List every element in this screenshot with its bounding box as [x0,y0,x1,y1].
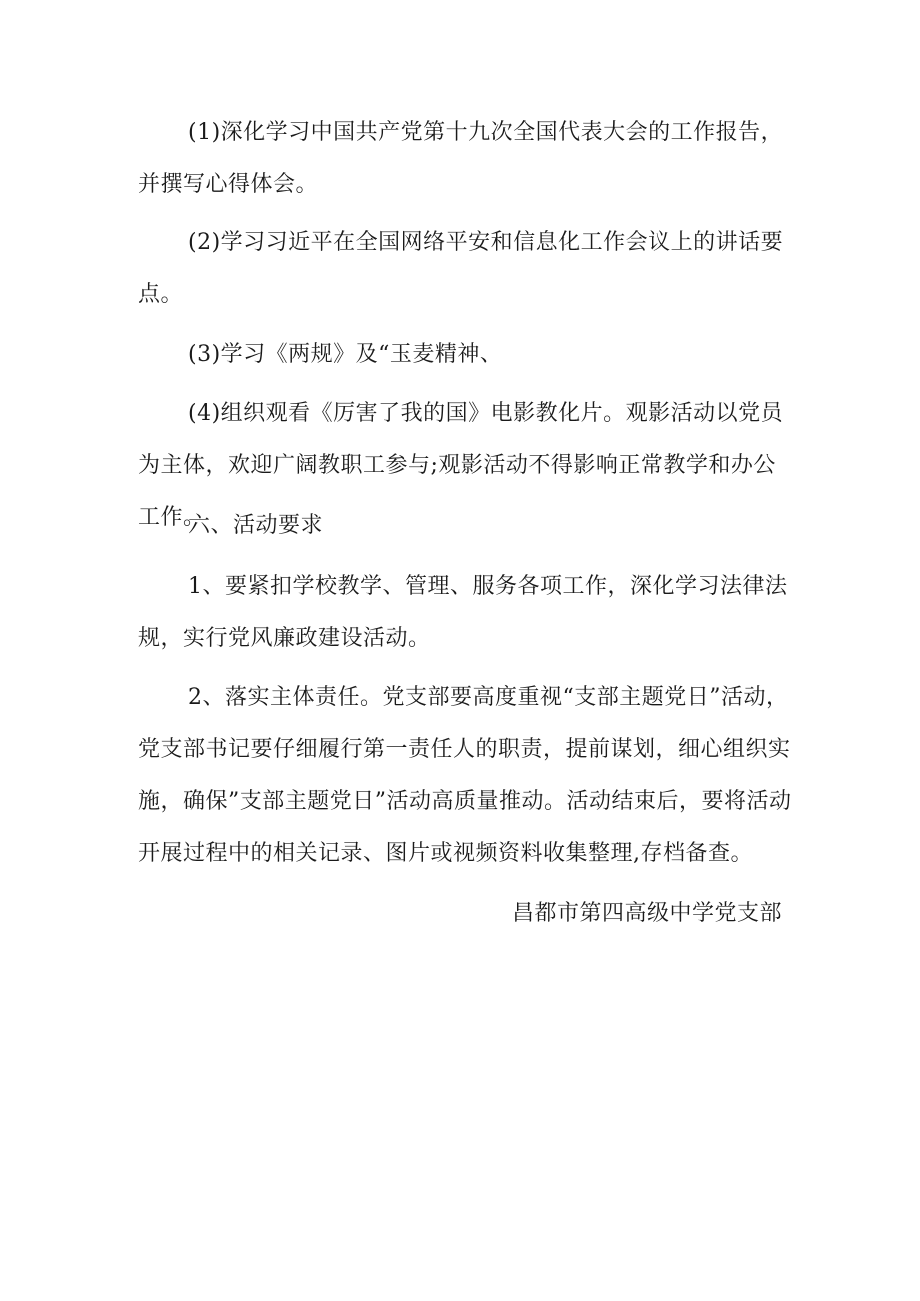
paragraph-item-1: (1)深化学习中国共产党第十九次全国代表大会的工作报告，并撰写心得体会。 [138,120,784,197]
paragraph-item-3: (3)学习《两规》及“玉麦精神、 [188,342,503,367]
requirement-item-1: 1、要紧扣学校教学、管理、服务各项工作，深化学习法律法规，实行党风廉政建设活动。 [138,574,788,651]
paragraph-item-4: (4)组织观看《厉害了我的国》电影教化片。观影活动以党员为主体，欢迎广阔教职工参与;观影活动不得影响正常教学和办公工作。 [138,401,784,530]
requirement-item-2: 2、落实主体责任。党支部要高度重视“支部主题党日”活动，党支部书记要仔细履行第一责任人的职责，提前谋划，细心组织实施，确保”支部主题党日”活动高质量推动。活动结束后，要将活动开展过程中的相关记录、图片或视频资料收集整理,存档备查。 [138,685,792,866]
section-heading-requirements: 六、活动要求 [188,513,324,538]
paragraph-item-2: (2)学习习近平在全国网络平安和信息化工作会议上的讲话要点。 [138,230,784,307]
signature-organization: 昌都市第四高级中学党支部 [511,901,782,926]
